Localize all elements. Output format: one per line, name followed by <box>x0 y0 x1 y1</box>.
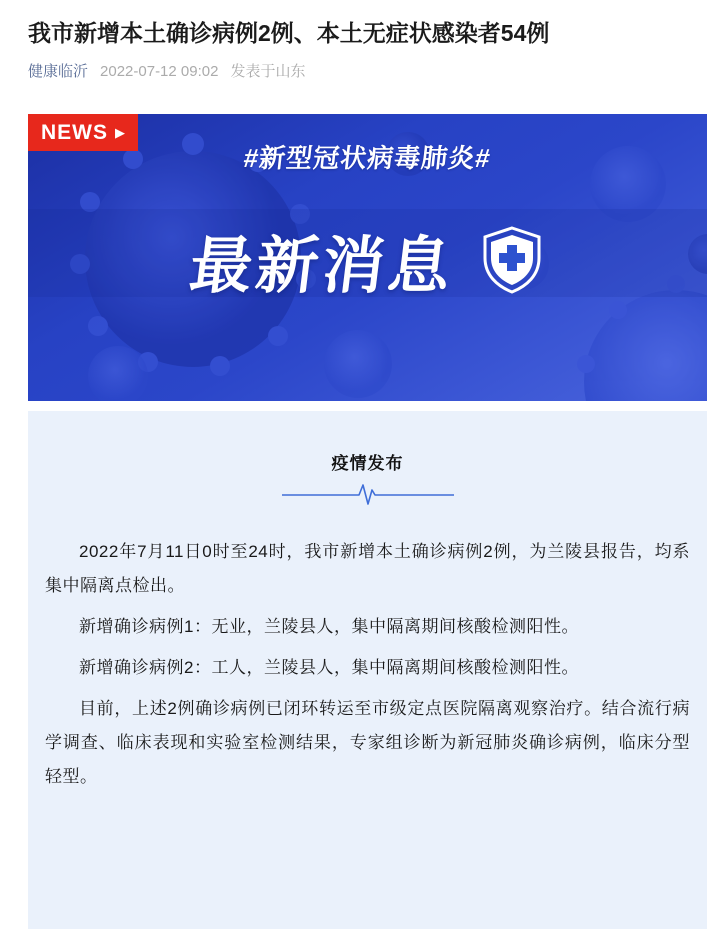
banner-headline-row <box>28 220 707 300</box>
byline <box>28 62 707 82</box>
paragraph: 2022年7月11日0时至24时，我市新增本土确诊病例2例，为兰陵县报告，均系集中隔离点检出。 <box>45 542 690 595</box>
paragraph: 新增确诊病例1：无业，兰陵县人，集中隔离期间核酸检测阳性。 <box>79 617 579 636</box>
banner-image[interactable] <box>28 114 707 401</box>
publish-date: 2022-07-12 09:02 <box>100 63 219 80</box>
paragraph: 目前，上述2例确诊病例已闭环转运至市级定点医院隔离观察治疗。结合流行病学调查、临床表现和实验室检测结果，专家组诊断为新冠肺炎确诊病例，临床分型轻型。 <box>45 699 690 786</box>
page-title: 我市新增本土确诊病例2例、本土无症状感染者54例 <box>28 20 550 46</box>
news-play-icon: ▶ <box>115 125 125 140</box>
section-title: 疫情发布 <box>331 454 404 473</box>
news-label: NEWS <box>41 120 108 144</box>
banner-hashtag: #新型冠状病毒肺炎# <box>242 143 493 173</box>
paragraph: 新增确诊病例2：工人，兰陵县人，集中隔离期间核酸检测阳性。 <box>79 658 579 677</box>
article-page <box>0 17 727 801</box>
publish-location: 发表于山东 <box>230 63 306 80</box>
account-name-link[interactable]: 健康临沂 <box>28 63 89 80</box>
banner-headline: 最新消息 <box>186 231 459 301</box>
ecg-divider <box>45 482 690 513</box>
shield-cross-icon <box>480 226 544 294</box>
bulletin-panel <box>28 411 707 929</box>
bulletin-body <box>45 535 690 794</box>
